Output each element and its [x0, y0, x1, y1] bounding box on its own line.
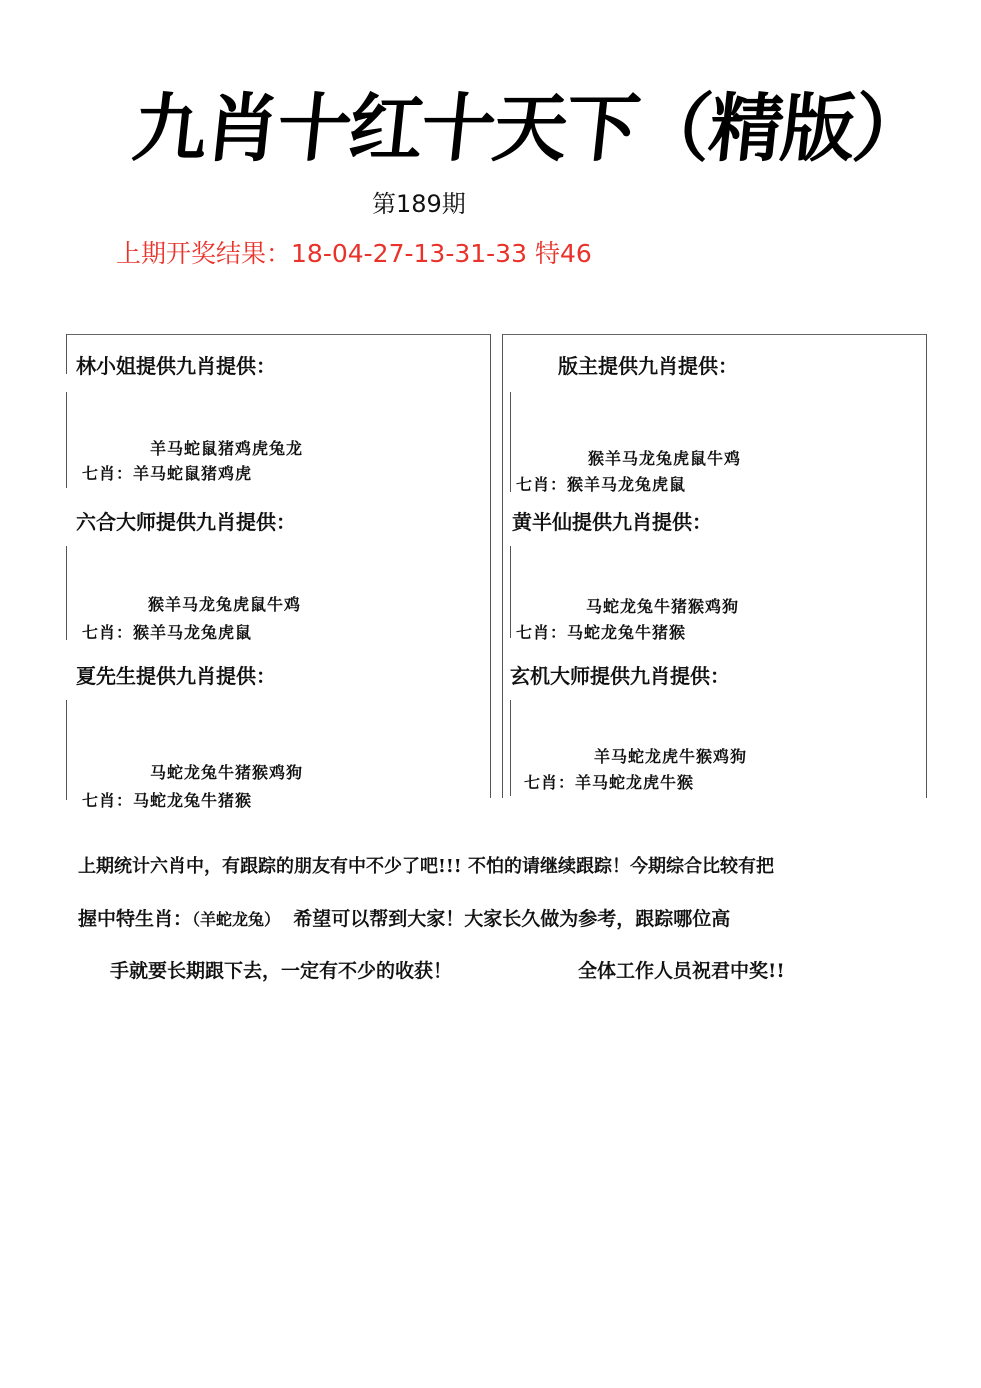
left-block-3-title: 夏先生提供九肖提供：: [76, 664, 276, 688]
left-block-2-nine: 猴羊马龙兔虎鼠牛鸡: [148, 595, 302, 614]
last-result-numbers: 18-04-27-13-31-33: [291, 239, 527, 268]
right-block-1-seven: [516, 472, 686, 495]
right-seg-3: [510, 700, 511, 796]
right-block-3-seven: [524, 770, 694, 793]
right-seg-2: [510, 546, 511, 638]
seven-label: 七肖：: [82, 791, 134, 810]
left-seg-3: [66, 700, 67, 800]
seven-values: 猴羊马龙兔虎鼠: [567, 475, 687, 494]
seven-label: 七肖：: [516, 623, 568, 642]
summary-highlight: （羊蛇龙兔）: [192, 910, 281, 929]
left-seg-2: [66, 546, 67, 640]
seven-values: 羊马蛇龙虎牛猴: [575, 773, 695, 792]
right-block-2-seven: [516, 620, 686, 643]
right-panel-inner-border: [502, 334, 503, 798]
right-panel-outer-border: [926, 334, 927, 798]
summary-line-2-c: 希望可以帮到大家！大家长久做为参考，跟踪哪位高: [293, 908, 731, 930]
right-block-3-title: 玄机大师提供九肖提供：: [510, 664, 730, 688]
right-block-1-nine: 猴羊马龙兔虎鼠牛鸡: [588, 449, 742, 468]
last-result-label: 上期开奖结果：: [116, 239, 292, 268]
left-panel-inner-border: [490, 334, 491, 798]
left-seg-1: [66, 392, 67, 488]
issue-number: 第189期: [372, 190, 466, 218]
seven-values: 马蛇龙兔牛猪猴: [133, 791, 253, 810]
left-block-1-title: 林小姐提供九肖提供：: [76, 354, 276, 378]
summary-line-3a: 手就要长期跟下去，一定有不少的收获！: [110, 960, 453, 982]
left-panel-outer-border: [66, 334, 67, 374]
seven-label: 七肖：: [524, 773, 576, 792]
summary-line-2-a: 握中特生肖：: [78, 908, 193, 930]
seven-values: 马蛇龙兔牛猪猴: [567, 623, 687, 642]
summary-line-1: 上期统计六肖中，有跟踪的朋友有中不少了吧!!! 不怕的请继续跟踪！今期综合比较有把: [78, 856, 774, 877]
right-block-3-nine: 羊马蛇龙虎牛猴鸡狗: [594, 747, 748, 766]
summary-line-3b: 全体工作人员祝君中奖!!: [578, 960, 785, 982]
right-block-2-nine: 马蛇龙兔牛猪猴鸡狗: [586, 597, 740, 616]
summary-line-2: [78, 904, 730, 931]
left-panel-top-border: [66, 334, 490, 335]
seven-values: 猴羊马龙兔虎鼠: [133, 623, 253, 642]
seven-label: 七肖：: [82, 623, 134, 642]
left-block-3-seven: [82, 788, 252, 811]
seven-values: 羊马蛇鼠猪鸡虎: [133, 464, 253, 483]
right-block-1-title: 版主提供九肖提供：: [558, 354, 738, 378]
left-block-1-nine: 羊马蛇鼠猪鸡虎兔龙: [150, 439, 304, 458]
right-block-2-title: 黄半仙提供九肖提供：: [512, 510, 712, 534]
seven-label: 七肖：: [516, 475, 568, 494]
special-number: 特46: [534, 239, 592, 268]
left-block-1-seven: [82, 461, 252, 484]
left-block-2-seven: [82, 620, 252, 643]
right-seg-1: [510, 392, 511, 492]
last-result: [116, 234, 592, 270]
left-block-2-title: 六合大师提供九肖提供：: [76, 510, 296, 534]
right-panel-top-border: [502, 334, 926, 335]
banner-title: 九肖十红十天下（精版）: [128, 86, 930, 172]
seven-label: 七肖：: [82, 464, 134, 483]
left-block-3-nine: 马蛇龙兔牛猪猴鸡狗: [150, 763, 304, 782]
